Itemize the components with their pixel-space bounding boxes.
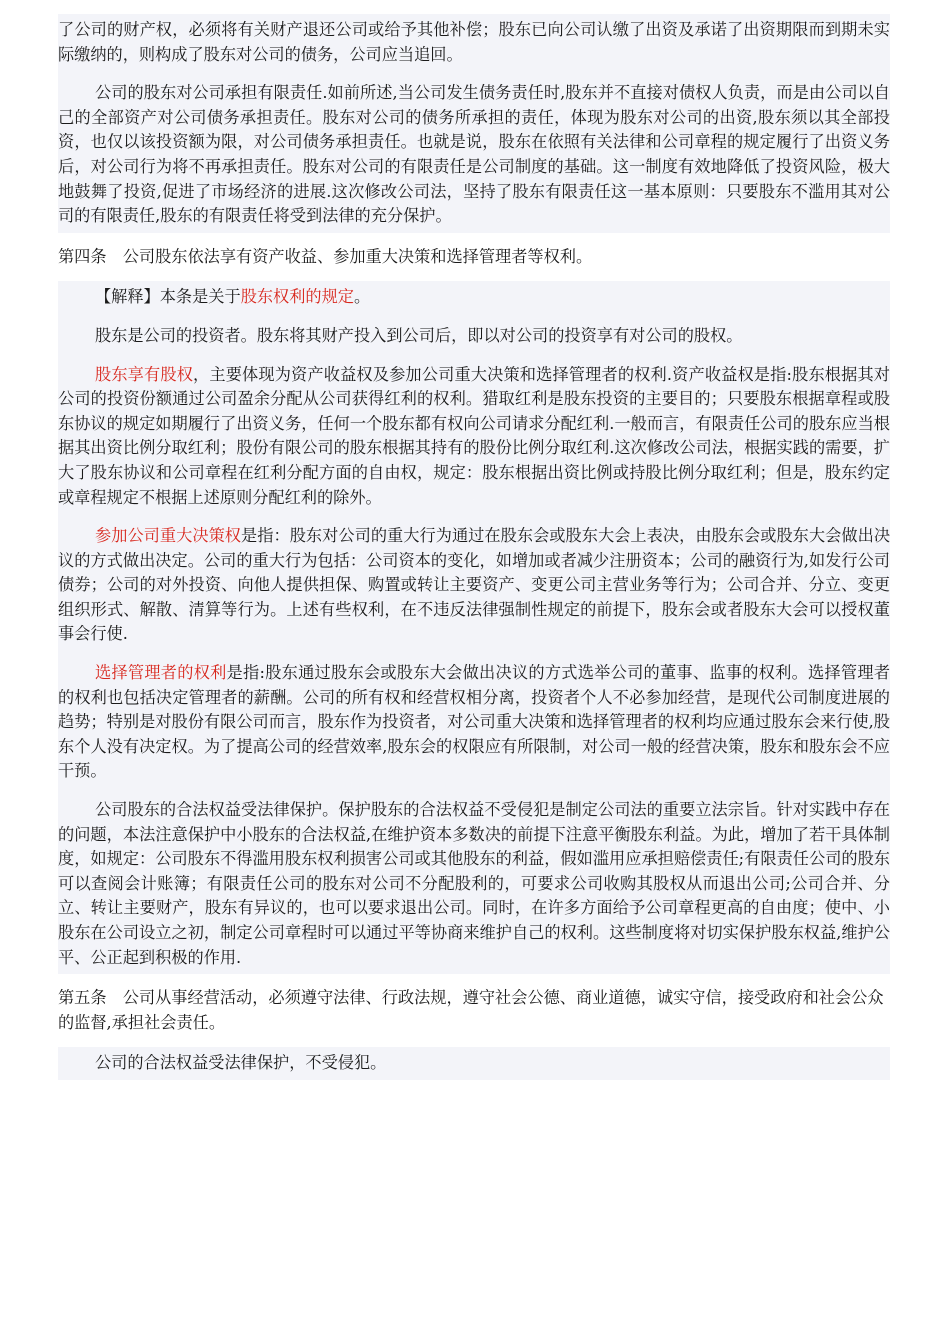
interpretation-intro [58,285,890,310]
decision-rights-text: 是指：股东对公司的重大行为通过在股东会或股东大会上表决，由股东会或股东大会做出决议的方式做出决定。公司的重大行为包括：公司资本的变化，如增加或者减少注册资本；公司的融资行为,如发行公司债券；公司的对外投资、向他人提供担保、购置或转让主要资产、变更公司主营业务等行为；公司合并、分立、变更组织形式、解散、清算等行为。上述有些权利，在不违反法律强制性规定的前提下，股东会或者股东大会可以授权董事会行使. [58,526,891,644]
decision-rights-highlight: 参加公司重大决策权 [95,526,242,546]
paragraph-limited-liability: 公司的股东对公司承担有限责任.如前所述,当公司发生债务责任时,股东并不直接对债权人负责，而是由公司以自己的全部资产对公司债务承担责任。股东对公司的债务所承担的责任，体现为股东对公司的出资,股东须以其全部投资，也仅以该投资额为限，对公司债务承担责任。也就是说，股东在依照有关法律和公司章程的规定履行了出资义务后，对公司行为将不再承担责任。股东对公司的有限责任是公司制度的基础。这一制度有效地降低了投资风险，极大地鼓舞了投资,促进了市场经济的进展.这次修改公司法，坚持了股东有限责任这一基本原则：只要股东不滥用其对公司的有限责任,股东的有限责任将受到法律的充分保护。 [58,83,890,226]
paragraph-decision-rights [58,524,890,647]
interpretation-block-2 [58,281,890,974]
paragraph-investor: 股东是公司的投资者。股东将其财产投入到公司后，即以对公司的投资享有对公司的股权。 [95,325,743,345]
interpretation-block-3 [58,1047,890,1080]
paragraph-legal-protection: 公司股东的合法权益受法律保护。保护股东的合法权益不受侵犯是制定公司法的重要立法宗旨。针对实践中存在的问题，本法注意保护中小股东的合法权益,在维护资本多数决的前提下注意平衡股东利益。为此，增加了若干具体制度，如规定：公司股东不得滥用股东权利损害公司或其他股东的利益，假如滥用应承担赔偿责任;有限责任公司的股东可以查阅会计账簿；有限责任公司的股东对公司不分配股利的，可要求公司收购其股权从而退出公司;公司合并、分立、转让主要财产，股东有异议的，也可以要求退出公司。同时，在许多方面给予公司章程更高的自由度；使中、小股东在公司设立之初，制定公司章程时可以通过平等协商来维护自己的权利。这些制度将对切实保护股东权益,维护公平、公正起到积极的作用. [58,800,890,967]
document-page [58,14,890,1080]
interpretation-suffix: 。 [354,287,371,307]
paragraph-continuation: 了公司的财产权，必须将有关财产退还公司或给予其他补偿；股东已向公司认缴了出资及承诺了出资期限而到期未实际缴纳的，则构成了股东对公司的债务，公司应当追回。 [58,20,890,64]
paragraph-company-rights: 公司的合法权益受法律保护，不受侵犯。 [95,1053,387,1073]
article-4-heading: 第四条 公司股东依法享有资产收益、参加重大决策和选择管理者等权利。 [58,241,890,274]
manager-rights-highlight: 选择管理者的权利 [95,663,227,683]
equity-rights-highlight: 股东享有股权 [95,364,194,384]
manager-rights-text: 是指:股东通过股东会或股东大会做出决议的方式选举公司的董事、监事的权利。选择管理者的权利也包括决定管理者的薪酬。公司的所有权和经营权相分离，投资者个人不必参加经营，是现代公司制度进展的趋势；特别是对股份有限公司而言，股东作为投资者，对公司重大决策和选择管理者的权利均应通过股东会来行使,股东个人没有决定权。为了提高公司的经营效率,股东会的权限应有所限制，对公司一般的经营决策，股东和股东会不应干预。 [58,663,891,781]
interpretation-prefix: 【解释】本条是关于 [95,287,241,307]
paragraph-manager-rights [58,661,890,784]
article-5-heading: 第五条 公司从事经营活动，必须遵守法律、行政法规，遵守社会公德、商业道德，诚实守信，接受政府和社会公众的监督,承担社会责任。 [58,982,890,1039]
interpretation-block-1 [58,14,890,233]
equity-rights-text: ，主要体现为资产收益权及参加公司重大决策和选择管理者的权利.资产收益权是指:股东根据其对公司的投资份额通过公司盈余分配从公司获得红利的权利。猎取红利是股东投资的主要目的；只要股东根据章程或股东协议的规定如期履行了出资义务，任何一个股东都有权向公司请求分配红利.一般而言，有限责任公司的股东应当根据其出资比例分取红利；股份有限公司的股东根据其持有的股份比例分取红利.这次修改公司法，根据实践的需要，扩大了股东协议和公司章程在红利分配方面的自由权，规定：股东根据出资比例或持股比例分取红利；但是，股东约定或章程规定不根据上述原则分配红利的除外。 [58,364,890,507]
paragraph-equity-rights [58,363,890,511]
interpretation-highlight: 股东权利的规定 [240,287,354,307]
